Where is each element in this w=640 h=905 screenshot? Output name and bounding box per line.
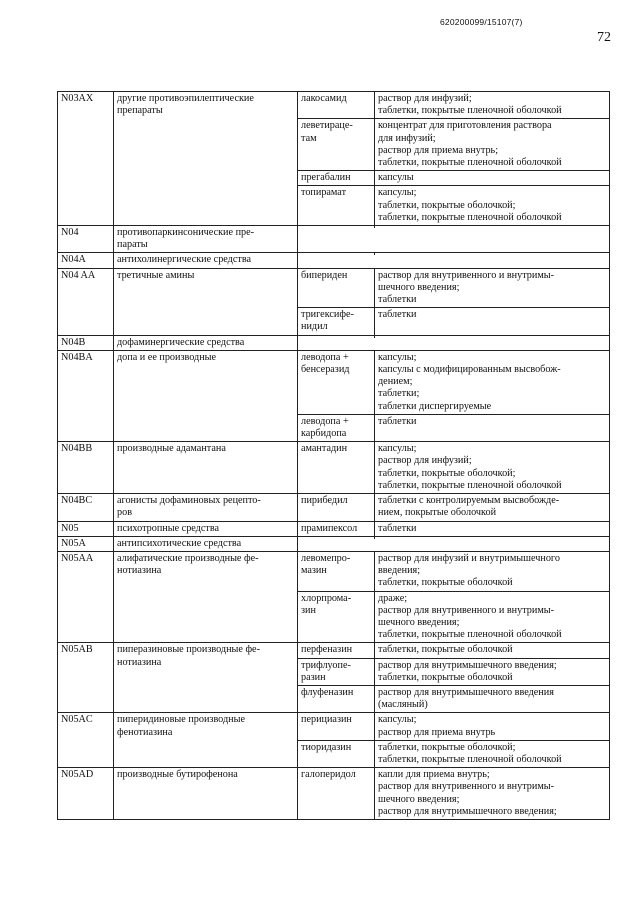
page-number: 72 [597,30,611,45]
drug-list-cell [298,92,610,226]
dosage-forms: раствор для инфузий; таблетки, покрытые пленочной оболочкой [375,92,610,119]
drug-row [298,643,609,658]
table-row [58,713,610,768]
table-row [58,226,610,253]
atc-code-cell: N04 [58,226,114,253]
drug-row [298,537,609,539]
drug-list-cell [298,442,610,494]
drug-row [298,92,609,119]
atc-code-cell: N04BB [58,442,114,494]
dosage-forms: капсулы; капсулы с модифицированным высвобож- дением; таблетки; таблетки диспергируемые [375,351,610,415]
therapeutic-group-cell: противопаркинсонические пре- параты [114,226,298,253]
dosage-forms: таблетки [378,415,417,427]
therapeutic-group-cell: пиперидиновые производные фенотиазина [114,713,298,768]
atc-code-cell: N05 [58,521,114,536]
drug-list-cell [298,494,610,521]
drug-row [298,494,609,520]
drug-row [298,768,609,819]
therapeutic-group-cell: другие противоэпилептические препараты [114,92,298,226]
drug-row [298,253,609,255]
drug-name: галоперидол [298,768,375,819]
drug-list-cell [298,536,610,551]
drug-subtable [298,643,609,712]
drug-row [298,442,609,493]
dosage-forms: раствор для внутривенного и внутримы- шечного введения; таблетки [375,269,610,308]
atc-code-cell: N05AA [58,551,114,642]
therapeutic-group-cell: производные адамантана [114,442,298,494]
drug-subtable [298,494,609,520]
drug-list-cell [298,551,610,642]
drug-list-cell [298,521,610,536]
drug-list-cell [298,643,610,713]
dosage-forms: капсулы; раствор для приема внутрь [375,713,610,740]
atc-code-cell: N04A [58,253,114,268]
table-row [58,521,610,536]
dosage-forms: капли для приема внутрь; раствор для внутривенного и внутримы- шечного введения; раствор для внутримышечного введения; [378,769,557,817]
drug-name: прегабалин [298,171,375,186]
drug-name: тиоридазин [298,740,375,767]
drug-subtable [298,269,609,335]
drug-name: трифлуопе- разин [298,658,375,685]
drug-row [298,414,609,441]
drug-name: топирамат [298,186,375,225]
therapeutic-group-cell: антихолинергические средства [114,253,298,268]
drug-subtable [298,713,609,767]
therapeutic-group-cell: третичные амины [114,268,298,335]
drug-name: леводопа + карбидопа [298,414,375,441]
therapeutic-group-cell: допа и ее производные [114,350,298,441]
dosage-forms: драже; раствор для внутривенного и внутримы- шечного введения; таблетки, покрытые пленочной оболочкой [378,592,562,641]
drug-row [298,740,609,767]
dosage-forms: капсулы; раствор для инфузий; таблетки, покрытые оболочкой; таблетки, покрытые пленочной оболочкой [378,443,562,491]
drug-subtable [298,351,609,441]
table-row [58,536,610,551]
therapeutic-group-cell: производные бутирофенона [114,768,298,820]
document-id: 620200099/15107(7) [440,17,523,27]
drug-row [298,658,609,685]
therapeutic-group-cell: психотропные средства [114,521,298,536]
drug-subtable [298,552,609,642]
table-row [58,335,610,350]
drug-name: хлорпрома- зин [298,591,375,642]
atc-code-cell: N05A [58,536,114,551]
drug-list-cell [298,226,610,253]
table-row [58,92,610,226]
atc-code-cell: N04B [58,335,114,350]
drug-subtable [298,442,609,493]
therapeutic-group-cell: пиперазиновые производные фе- нотиазина [114,643,298,713]
drug-name: лакосамид [298,92,375,119]
drug-row [298,685,609,712]
drug-subtable [298,768,609,819]
drug-row [298,591,609,642]
drug-name: флуфеназин [298,685,375,712]
drug-name: перициазин [298,713,375,740]
table-row [58,253,610,268]
drug-row [298,522,609,536]
therapeutic-group-cell: алифатические производные фе- нотиазина [114,551,298,642]
drug-subtable [298,522,609,536]
drug-subtable [298,253,609,255]
table-row [58,494,610,521]
drug-name: левомепро- мазин [298,552,375,591]
drug-subtable [298,336,609,338]
drug-row [298,351,609,415]
drug-name [298,537,375,539]
drug-name: леводопа + бенсеразид [298,351,375,415]
drug-row [298,171,609,186]
drug-name: леветираце- там [298,119,375,171]
drug-name [298,253,375,255]
dosage-forms: раствор для внутримышечного введения (масляный) [378,686,554,711]
drug-name: прамипексол [298,522,375,536]
table-row [58,442,610,494]
drug-name: амантадин [298,442,375,493]
atc-code-cell: N04BA [58,350,114,441]
drug-row [298,336,609,338]
drug-subtable [298,226,609,228]
drug-classification-table [57,91,610,820]
drug-row [298,269,609,308]
atc-code-cell: N03AX [58,92,114,226]
drug-list-cell [298,350,610,441]
dosage-forms [375,537,610,539]
dosage-forms: капсулы; таблетки, покрытые оболочкой; таблетки, покрытые пленочной оболочкой [378,187,562,223]
table-row [58,643,610,713]
table-row [58,350,610,441]
therapeutic-group-cell: антипсихотические средства [114,536,298,551]
atc-code-cell: N05AB [58,643,114,713]
dosage-forms: таблетки, покрытые оболочкой; таблетки, покрытые пленочной оболочкой [378,741,562,765]
drug-list-cell [298,335,610,350]
drug-row [298,552,609,591]
drug-name [298,336,375,338]
drug-list-cell [298,768,610,820]
dosage-forms [375,226,610,228]
atc-code-cell: N04BC [58,494,114,521]
table-row [58,268,610,335]
drug-row [298,226,609,228]
dosage-forms: таблетки [378,309,417,321]
dosage-forms: таблетки [378,522,417,534]
dosage-forms: таблетки, покрытые оболочкой [375,643,610,658]
drug-row [298,186,609,225]
atc-code-cell: N04 AA [58,268,114,335]
atc-code-cell: N05AD [58,768,114,820]
drug-name [298,226,375,228]
table-row [58,551,610,642]
dosage-forms: раствор для инфузий и внутримышечного введения; таблетки, покрытые оболочкой [375,552,610,591]
dosage-forms [375,336,610,338]
dosage-forms: капсулы [375,171,610,186]
table-row [58,768,610,820]
drug-name: пирибедил [298,494,375,520]
drug-subtable [298,92,609,225]
drug-name: перфеназин [298,643,375,658]
drug-row [298,713,609,740]
drug-list-cell [298,268,610,335]
atc-code-cell: N05AC [58,713,114,768]
drug-row [298,308,609,335]
dosage-forms: таблетки с контролируемым высвобожде- нием, покрытые оболочкой [378,495,560,519]
dosage-forms: концентрат для приготовления раствора для инфузий; раствор для приема внутрь; таблетки, покрытые пленочной оболочкой [375,119,610,171]
therapeutic-group-cell: агонисты дофаминовых рецепто- ров [114,494,298,521]
drug-list-cell [298,713,610,768]
drug-name: бипериден [298,269,375,308]
drug-name: тригексифе- нидил [298,308,375,335]
drug-list-cell [298,253,610,268]
dosage-forms [375,253,610,255]
drug-row [298,119,609,171]
drug-subtable [298,537,609,539]
therapeutic-group-cell: дофаминергические средства [114,335,298,350]
dosage-forms: раствор для внутримышечного введения; таблетки, покрытые оболочкой [375,658,610,685]
